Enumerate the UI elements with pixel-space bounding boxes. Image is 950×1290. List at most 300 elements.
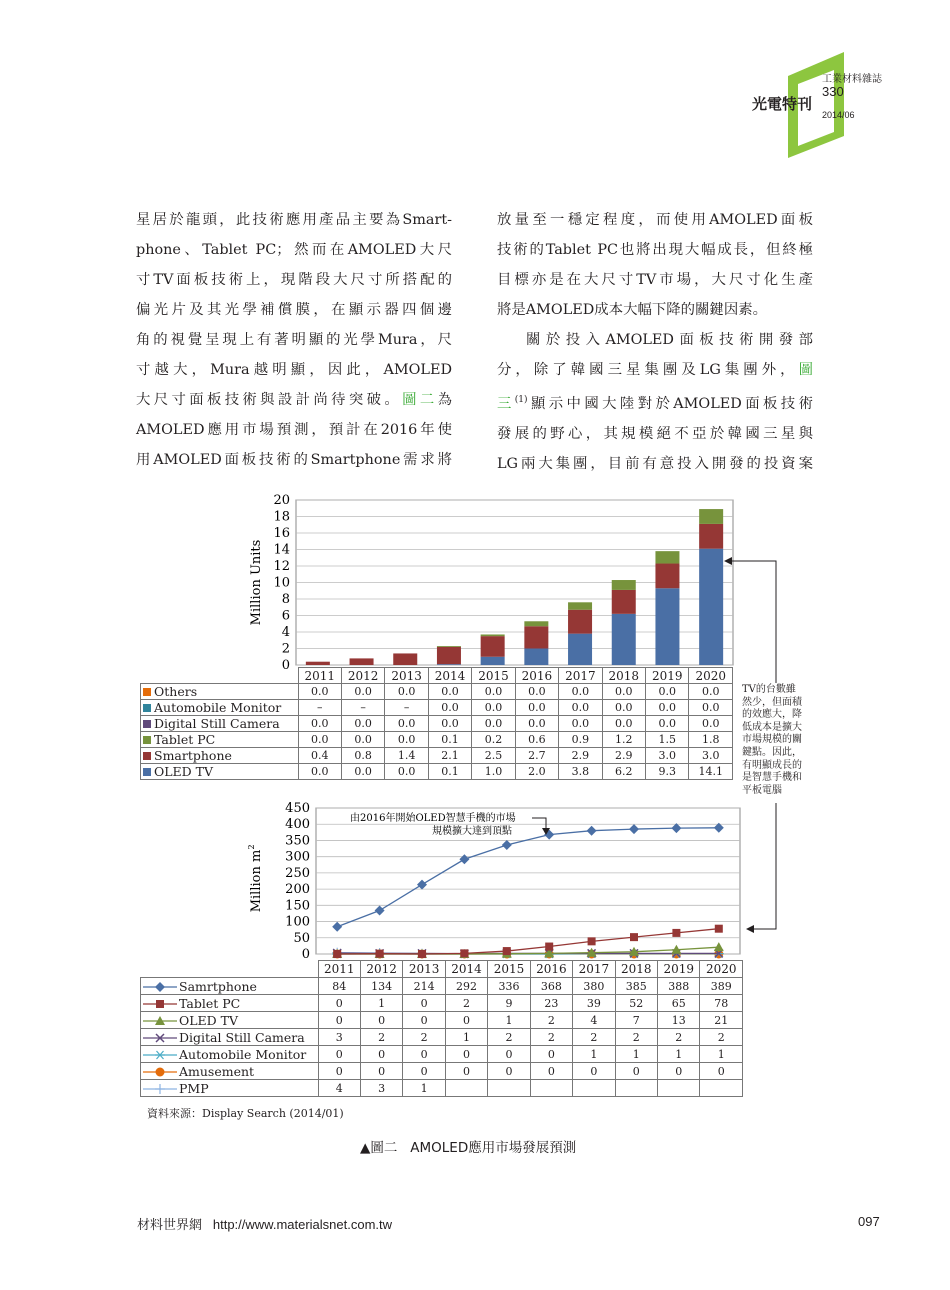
table-cell: 0.0 [559,716,602,732]
table-cell: 0.0 [341,732,384,748]
table-cell: 0 [488,1046,530,1063]
bar-segment [568,610,592,634]
table-cell: 1.4 [385,748,428,764]
table-cell: 2 [573,1029,615,1046]
table-cell: 0.0 [472,684,515,700]
footer [137,1214,392,1233]
source-note: 資料來源：Display Search (2014/01) [147,1107,344,1120]
annotation-line: 低成本是擴大 [742,721,802,733]
annotation-line: 有明顯成長的 [742,759,802,771]
text-line: 星居於龍頭，此技術應用產品主要為Smart- [136,212,452,228]
issue-date: 2014/06 [822,110,855,120]
table-cell: 1 [445,1029,487,1046]
table-cell: 0 [360,1063,402,1080]
table-cell: 0.0 [298,732,341,748]
table-cell: 3.8 [559,764,602,780]
x-tick-label: 2012 [360,961,402,978]
text-segment: 為 [437,392,452,408]
table-cell: 0.0 [428,716,471,732]
x-tick-label: 2011 [298,668,341,684]
table-cell: 292 [445,978,487,995]
y-tick-label: 2 [281,641,290,657]
table-cell: 3.0 [646,748,689,764]
table-cell [700,1080,743,1097]
table-cell: 1 [573,1046,615,1063]
x-tick-label: 2015 [472,668,515,684]
table-cell: – [341,700,384,716]
table-cell: 1.2 [602,732,645,748]
line-chart-area [240,800,750,962]
table-row [141,684,733,700]
legend-swatch [143,1016,177,1026]
text-line: 角的視覺呈現上有著明顯的光學Mura，尺 [136,332,452,348]
table-cell: 0 [445,1063,487,1080]
data-point [156,1000,164,1008]
x-tick-label: 2017 [573,961,615,978]
table-cell: 65 [658,995,700,1012]
y-axis-label-sup: 2 [247,844,256,850]
x-tick-label: 2014 [445,961,487,978]
text-line-with-ref [497,385,813,419]
y-tick-label: 16 [273,526,290,541]
legend-swatch [143,720,151,728]
bar-segment [655,551,679,563]
x-tick-label: 2013 [403,961,445,978]
table-row [141,700,733,716]
legend-entry: Automobile Monitor [141,700,299,716]
x-tick-label: 2011 [318,961,360,978]
x-tick-label: 2019 [646,668,689,684]
legend-entry: Amusement [141,1063,319,1080]
annotation-line: TV的台數雖 [742,684,796,695]
table-cell: 0 [488,1063,530,1080]
x-tick-label: 2016 [530,961,572,978]
table-cell: 336 [488,978,530,995]
text-line-with-ref [497,355,813,385]
text-line: 目標亦是在大尺寸TV市場，大尺寸化生產 [497,272,813,288]
bar-segment [655,588,679,665]
bar-segment [481,636,505,657]
legend-swatch [143,999,177,1009]
bar-segment [481,657,505,665]
table-cell: 0.4 [298,748,341,764]
x-tick-label: 2018 [602,668,645,684]
data-point [460,949,468,957]
y-tick-label: 0 [301,947,310,962]
table-cell: 7 [615,1012,657,1029]
data-point [503,947,511,955]
data-point [333,950,341,958]
x-tick-label: 2019 [658,961,700,978]
table-row [141,1012,743,1029]
table-cell: 2 [488,1029,530,1046]
table-cell: 4 [573,1012,615,1029]
annotation-line: 平板電腦 [742,784,782,796]
figure-ref-link[interactable]: 圖 [798,362,813,378]
magazine-name: 工業材料雜誌 [822,74,882,85]
y-tick-label: 150 [285,898,310,914]
table-cell: 0 [658,1063,700,1080]
y-tick-label: 10 [273,575,290,591]
bar-segment [524,626,548,648]
bar-segment [612,590,636,614]
section-title: 光電特刊 [752,95,813,113]
footer-site: 材料世界網 [137,1218,203,1233]
text-segment: 顯示中國大陸對於AMOLED面板技術 [527,395,813,412]
table-cell: 52 [615,995,657,1012]
caption-label: 圖二 [370,1140,398,1156]
table-cell: 3 [360,1080,402,1097]
table-cell: 0.0 [341,716,384,732]
table-cell: 2 [360,1029,402,1046]
text-line: LG兩大集團，目前有意投入開發的投資案 [497,455,813,472]
y-tick-label: 50 [293,930,310,946]
figure-caption [360,1136,576,1156]
table-cell: 1 [360,995,402,1012]
table-cell: – [298,700,341,716]
table-row [141,1080,743,1097]
table-cell: 0.9 [559,732,602,748]
caption-text: AMOLED應用市場發展預測 [410,1140,577,1156]
y-tick-label: 4 [281,625,290,640]
table-cell: 9.3 [646,764,689,780]
bar-segment [437,647,461,664]
table-cell: 0.0 [646,716,689,732]
legend-swatch [143,736,151,744]
table-cell: 0.0 [472,716,515,732]
table-cell: 0.0 [646,700,689,716]
table-row [141,748,733,764]
bar-segment [481,634,505,636]
y-tick-label: 12 [273,559,290,574]
table-cell [445,1080,487,1097]
bar-segment [350,658,374,665]
table-row [141,995,743,1012]
legend-entry: Smartphone [141,748,299,764]
y-tick-label: 100 [285,914,310,930]
bar-segment [568,602,592,609]
y-tick-label: 0 [281,658,290,670]
table-cell [530,1080,572,1097]
table-cell: 0.0 [515,684,558,700]
legend-swatch [143,752,151,760]
table-cell: 2.5 [472,748,515,764]
table-cell: 0.0 [298,716,341,732]
text-line: 寸TV面板技術上，現階段大尺寸所搭配的 [136,272,452,288]
y-axis-label: Million m [249,849,264,913]
text-line: 放量至一穩定程度，而使用AMOLED面板 [497,212,813,228]
table-cell: 214 [403,978,445,995]
table-cell: 0.2 [472,732,515,748]
table-cell: 0.0 [428,700,471,716]
units-data-table [140,667,733,780]
y-tick-label: 20 [273,493,290,508]
table-cell: 0 [573,1063,615,1080]
issue-number: 330 [822,84,844,99]
table-cell: 0 [445,1046,487,1063]
x-tick-label: 2012 [341,668,384,684]
table-cell: 0.0 [385,732,428,748]
table-cell: 385 [615,978,657,995]
table-cell: 0.0 [689,684,733,700]
table-cell: 0 [318,1063,360,1080]
text-line-with-ref [136,385,452,415]
table-cell [573,1080,615,1097]
bar-segment [437,646,461,647]
table-cell: 0 [403,995,445,1012]
legend-entry: OLED TV [141,1012,319,1029]
table-cell: 2 [530,1029,572,1046]
y-tick-label: 200 [285,882,310,898]
text-line: 將是AMOLED成本大幅下降的關鍵因素。 [497,302,767,318]
legend-swatch [143,1084,177,1094]
table-cell: 0.0 [515,716,558,732]
table-cell: 0.0 [515,700,558,716]
annotation-line: 的效應大，降 [742,709,802,721]
legend-swatch [143,1050,177,1060]
table-cell: 0 [615,1063,657,1080]
table-cell: 2 [530,1012,572,1029]
table-cell: 388 [658,978,700,995]
bar-segment [393,653,417,665]
table-cell: 0 [403,1012,445,1029]
annotation-arrows [720,555,780,935]
bar-segment [612,614,636,665]
table-cell: 2 [700,1029,743,1046]
table-corner [141,961,319,978]
area-data-table [140,960,743,1097]
annotation-line: 規模擴大達到頂點 [432,826,512,837]
bar-segment [699,524,723,549]
table-cell: 1 [700,1046,743,1063]
legend-swatch [143,1067,177,1077]
table-cell: 0 [445,1012,487,1029]
bar-segment [437,664,461,665]
text-line: 偏光片及其光學補償膜，在顯示器四個邊 [136,302,452,318]
annotation-line: 市場規模的關 [742,734,802,746]
table-cell: 23 [530,995,572,1012]
table-row [141,732,733,748]
table-cell [658,1080,700,1097]
page-number: 097 [858,1214,880,1229]
table-cell: 0.0 [341,684,384,700]
bar-segment [655,564,679,589]
data-point [156,1068,165,1077]
table-cell: 0 [403,1063,445,1080]
table-cell: 0.0 [602,716,645,732]
y-tick-label: 450 [285,801,310,816]
table-cell: 0.6 [515,732,558,748]
y-tick-label: 350 [285,833,310,849]
legend-entry: Digital Still Camera [141,1029,319,1046]
table-cell: 134 [360,978,402,995]
x-tick-label: 2020 [689,668,733,684]
table-row [141,716,733,732]
legend-entry: Samrtphone [141,978,319,995]
bar-segment [524,649,548,666]
table-cell: 14.1 [689,764,733,780]
x-tick-label: 2020 [700,961,743,978]
table-cell: 0.0 [385,716,428,732]
table-cell: 0 [700,1063,743,1080]
bar-chart-units [240,490,740,670]
text-line: 關於投入AMOLED面板技術開發部 [526,332,813,348]
table-cell: 0 [403,1046,445,1063]
table-cell: 0.0 [646,684,689,700]
table-cell: 1 [403,1080,445,1097]
table-cell: 380 [573,978,615,995]
table-cell: 2.1 [428,748,471,764]
legend-swatch [143,768,151,776]
legend-entry: PMP [141,1080,319,1097]
legend-entry: Tablet PC [141,995,319,1012]
table-cell: 84 [318,978,360,995]
table-corner [141,668,299,684]
table-cell: 0.0 [559,684,602,700]
legend-entry: Others [141,684,299,700]
legend-entry: Digital Still Camera [141,716,299,732]
table-cell: 1 [488,1012,530,1029]
bar-segment [699,509,723,524]
table-cell [488,1080,530,1097]
table-cell: 6.2 [602,764,645,780]
table-cell: 2.9 [559,748,602,764]
legend-swatch [143,688,151,696]
y-axis-label: Million Units [249,539,264,626]
table-cell: 0.0 [385,684,428,700]
annotation-line: 由2016年開始OLED智慧手機的市場 [350,813,516,824]
table-cell: 0.8 [341,748,384,764]
table-cell: 0.0 [602,700,645,716]
table-cell: 389 [700,978,743,995]
caption-triangle-icon: ▲ [360,1140,371,1156]
bar-segment [612,580,636,590]
table-cell: 0.1 [428,764,471,780]
table-cell: 0 [318,1012,360,1029]
table-cell: 1.8 [689,732,733,748]
table-cell: – [385,700,428,716]
x-tick-label: 2017 [559,668,602,684]
table-cell: 0.1 [428,732,471,748]
table-cell: 0 [360,1046,402,1063]
data-point [418,950,426,958]
legend-swatch [143,704,151,712]
y-tick-label: 14 [273,542,290,558]
table-row [141,1029,743,1046]
data-point [155,982,165,992]
legend-entry: Automobile Monitor [141,1046,319,1063]
table-cell: 1.0 [472,764,515,780]
table-cell: 39 [573,995,615,1012]
table-cell: 1 [615,1046,657,1063]
table-row [141,1063,743,1080]
annotation-line: 然少，但面積 [742,696,802,708]
y-tick-label: 6 [281,608,290,624]
y-tick-label: 18 [273,509,290,525]
text-segment: 大尺寸面板技術與設計尚待突破。 [136,392,403,408]
figure-ref-link[interactable]: 三 [497,395,515,412]
figure-ref-link[interactable]: 圖二 [402,392,438,408]
table-cell: 2 [445,995,487,1012]
table-cell: 0.0 [341,764,384,780]
table-cell: 0.0 [298,684,341,700]
table-row [141,764,733,780]
y-tick-label: 400 [285,817,310,833]
table-cell: 2 [658,1029,700,1046]
table-cell: 0.0 [385,764,428,780]
data-point [672,929,680,937]
x-tick-label: 2015 [488,961,530,978]
citation-sup: (1) [514,395,528,405]
table-row [141,1046,743,1063]
text-line: 發展的野心，其規模絕不亞於韓國三星與 [497,425,813,442]
data-point [588,937,596,945]
table-cell: 21 [700,1012,743,1029]
text-line: 寸越大，Mura越明顯，因此，AMOLED [136,362,452,378]
table-cell: 0 [318,1046,360,1063]
right-column [497,205,813,479]
table-cell: 13 [658,1012,700,1029]
legend-entry: OLED TV [141,764,299,780]
table-cell: 0.0 [472,700,515,716]
annotation-line: 鍵點。因此， [742,746,802,758]
table-cell: 4 [318,1080,360,1097]
table-cell [615,1080,657,1097]
table-cell: 2.7 [515,748,558,764]
x-tick-label: 2013 [385,668,428,684]
table-cell: 0.0 [689,716,733,732]
text-line: 用AMOLED面板技術的Smartphone需求將 [136,452,452,468]
table-cell: 2.9 [602,748,645,764]
x-tick-label: 2014 [428,668,471,684]
table-cell: 0.0 [298,764,341,780]
legend-swatch [143,982,177,992]
legend-entry: Tablet PC [141,732,299,748]
table-cell: 2.0 [515,764,558,780]
table-cell: 0.0 [559,700,602,716]
bar-segment [306,662,330,665]
table-cell: 368 [530,978,572,995]
table-cell: 0 [318,995,360,1012]
bar-segment [568,634,592,665]
table-cell: 0.0 [428,684,471,700]
table-row [141,978,743,995]
text-segment: 分，除了韓國三星集團及LG集團外， [497,362,799,378]
table-cell: 3 [318,1029,360,1046]
table-cell: 3.0 [689,748,733,764]
text-line: AMOLED應用市場預測，預計在2016年使 [136,422,452,438]
data-point [630,933,638,941]
bar-segment [524,621,548,626]
table-cell: 0.0 [602,684,645,700]
x-tick-label: 2018 [615,961,657,978]
y-tick-label: 8 [281,592,290,607]
table-cell: 0 [360,1012,402,1029]
data-point [376,950,384,958]
legend-swatch [143,1033,177,1043]
table-cell: 1 [658,1046,700,1063]
table-cell: 0.0 [689,700,733,716]
table-cell: 2 [403,1029,445,1046]
left-column [136,205,452,475]
text-line: 技術的Tablet PC也將出現大幅成長，但終極 [497,242,813,258]
annotation-line: 是智慧手機和 [742,772,802,784]
table-cell: 0 [530,1046,572,1063]
text-line: phone、Tablet PC；然而在AMOLED大尺 [136,242,452,258]
footer-url[interactable]: http://www.materialsnet.com.tw [212,1217,393,1232]
table-cell: 78 [700,995,743,1012]
y-tick-label: 250 [285,865,310,881]
